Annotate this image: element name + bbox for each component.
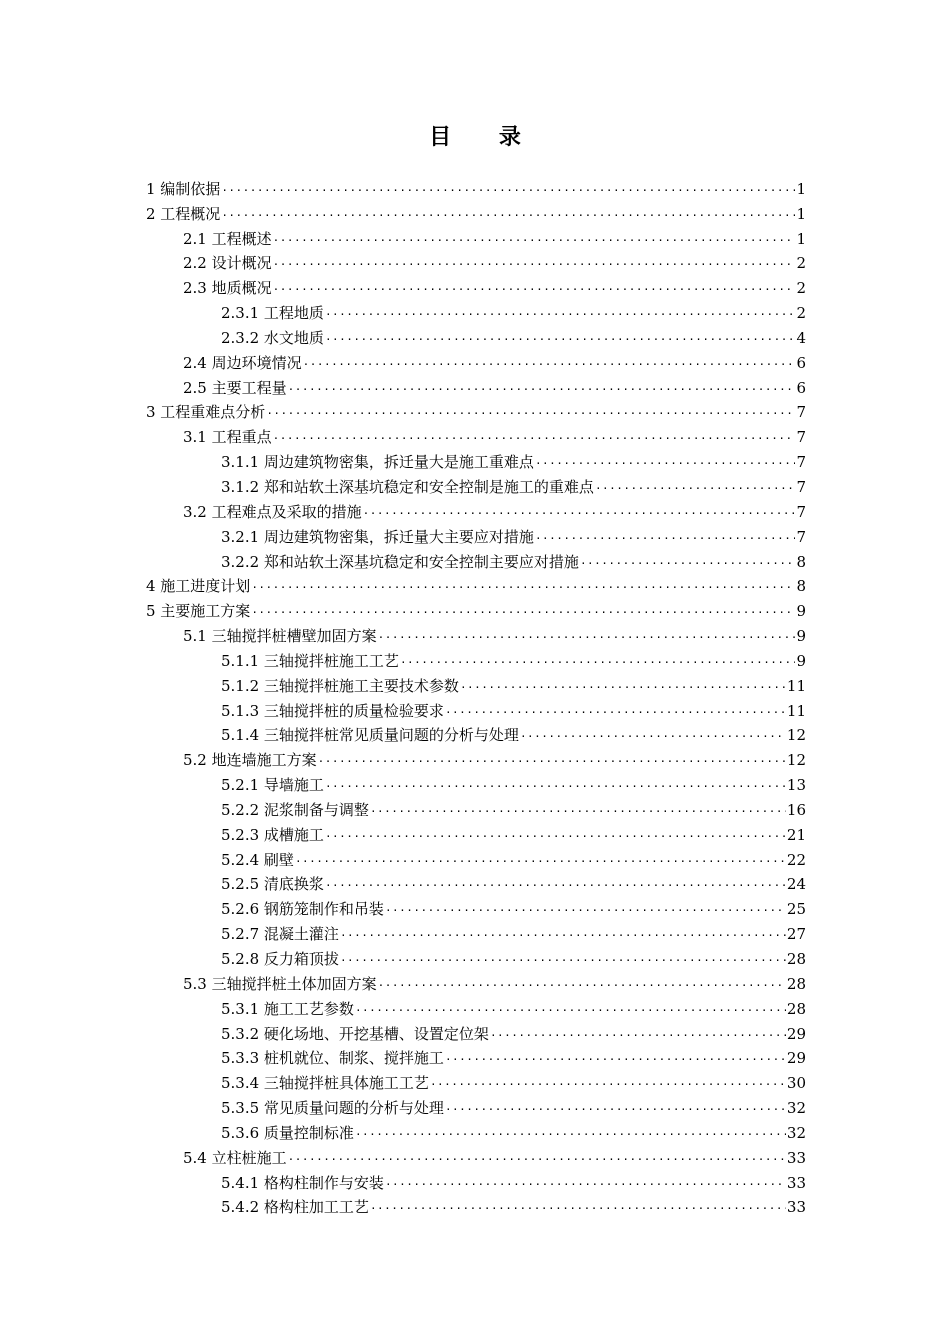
dot-leader xyxy=(251,577,795,593)
dot-leader xyxy=(378,627,796,643)
dot-leader xyxy=(303,354,796,370)
dot-leader xyxy=(340,925,786,941)
toc-page-number: 28 xyxy=(786,950,806,968)
toc-entry-text: 5.2.2 泥浆制备与调整 xyxy=(221,800,369,819)
toc-page-number: 29 xyxy=(786,1024,806,1043)
toc-entry[interactable] xyxy=(0,1193,806,1218)
toc-entry[interactable] xyxy=(0,845,806,870)
toc-entry-text: 2.5 主要工程量 xyxy=(183,378,287,397)
toc-entry-text: 5.4.2 格构柱加工工艺 xyxy=(221,1198,369,1217)
dot-leader xyxy=(221,205,795,221)
toc-page-number: 30 xyxy=(786,1074,806,1093)
toc-entry-text: 2.2 设计概况 xyxy=(183,254,272,273)
dot-leader xyxy=(266,403,795,419)
dot-leader xyxy=(490,1025,786,1041)
toc-entry[interactable] xyxy=(0,224,806,249)
dot-leader xyxy=(400,652,796,668)
toc-entry[interactable] xyxy=(0,596,806,621)
toc-entry-text: 2.3 地质概况 xyxy=(183,279,272,298)
toc-entry[interactable] xyxy=(0,447,806,472)
toc-entry-text: 5.1 三轴搅拌桩槽壁加固方案 xyxy=(183,627,377,646)
toc-page-number: 33 xyxy=(786,1148,806,1167)
toc-entry[interactable] xyxy=(0,894,806,919)
toc-page-number: 13 xyxy=(786,776,806,795)
toc-page-number: 21 xyxy=(786,825,806,844)
toc-page-number: 1 xyxy=(796,179,806,198)
toc-page-number: 8 xyxy=(796,552,806,571)
toc-page-number: 9 xyxy=(796,627,806,646)
dot-leader xyxy=(288,1149,786,1165)
toc-page-number: 7 xyxy=(796,477,806,496)
toc-entry[interactable] xyxy=(0,522,806,547)
toc-entry-text: 5.2.5 清底换浆 xyxy=(221,875,324,894)
dot-leader xyxy=(535,528,796,544)
toc-entry[interactable] xyxy=(0,547,806,572)
dot-leader xyxy=(318,751,786,767)
toc-entry-text: 3.2 工程难点及采取的措施 xyxy=(183,502,362,521)
toc-page-number: 9 xyxy=(796,602,806,621)
dot-leader xyxy=(385,900,786,916)
dot-leader xyxy=(355,1000,786,1016)
toc-entry[interactable] xyxy=(0,795,806,820)
toc-entry[interactable] xyxy=(0,323,806,348)
toc-page-number: 16 xyxy=(786,800,806,819)
toc-page-number: 8 xyxy=(796,577,806,596)
toc-page-number: 27 xyxy=(786,925,806,944)
toc-entry-text: 2.3.1 工程地质 xyxy=(221,304,324,323)
toc-page-number: 6 xyxy=(796,378,806,397)
dot-leader xyxy=(221,180,795,196)
toc-entry[interactable] xyxy=(0,721,806,746)
toc-page-number: 32 xyxy=(786,1123,806,1142)
toc-entry-text: 5.2.3 成槽施工 xyxy=(221,825,324,844)
toc-entry[interactable] xyxy=(0,174,806,199)
toc-entry-text: 3.2.1 周边建筑物密集，拆迁量大主要应对措施 xyxy=(221,527,534,546)
toc-entry[interactable] xyxy=(0,820,806,845)
dot-leader xyxy=(370,801,786,817)
toc-entry[interactable] xyxy=(0,348,806,373)
toc-entry[interactable] xyxy=(0,298,806,323)
dot-leader xyxy=(325,329,796,345)
dot-leader xyxy=(325,875,786,891)
toc-page-number: 28 xyxy=(786,974,806,993)
toc-page-number: 12 xyxy=(786,751,806,770)
toc-entry[interactable] xyxy=(0,1044,806,1069)
toc-page-number: 7 xyxy=(796,527,806,546)
toc-entry[interactable] xyxy=(0,422,806,447)
toc-entry[interactable] xyxy=(0,472,806,497)
toc-page-number: 2 xyxy=(796,254,806,273)
page-title: 目 录 xyxy=(429,124,541,150)
toc-entry-text: 2.1 工程概述 xyxy=(183,229,272,248)
dot-leader xyxy=(445,702,786,718)
toc-entry[interactable] xyxy=(0,199,806,224)
toc-page-number: 33 xyxy=(786,1198,806,1217)
dot-leader xyxy=(385,1174,786,1190)
toc-entry-text: 5.3.2 硬化场地、开挖基槽、设置定位架 xyxy=(221,1024,489,1043)
toc-entry-text: 5.3.1 施工工艺参数 xyxy=(221,999,354,1018)
toc-entry-text: 1 编制依据 xyxy=(146,179,221,198)
toc-entry[interactable] xyxy=(0,969,806,994)
dot-leader xyxy=(340,950,786,966)
toc-entry[interactable] xyxy=(0,696,806,721)
toc-entry-text: 3.1 工程重点 xyxy=(183,428,272,447)
toc-entry[interactable] xyxy=(0,373,806,398)
dot-leader xyxy=(460,677,786,693)
toc-page-number: 7 xyxy=(796,502,806,521)
toc-entry-text: 5.3.6 质量控制标准 xyxy=(221,1123,354,1142)
toc-entry[interactable] xyxy=(0,249,806,274)
dot-leader xyxy=(378,975,786,991)
toc-entry[interactable] xyxy=(0,621,806,646)
toc-entry-text: 2 工程概况 xyxy=(146,204,221,223)
toc-entry-text: 5 主要施工方案 xyxy=(146,602,251,621)
toc-page-number: 7 xyxy=(796,403,806,422)
table-of-contents xyxy=(0,174,950,1217)
toc-entry-text: 5.3.5 常见质量问题的分析与处理 xyxy=(221,1099,444,1118)
toc-entry-text: 5.3.3 桩机就位、制浆、搅拌施工 xyxy=(221,1049,444,1068)
toc-entry-text: 5.2.7 混凝土灌注 xyxy=(221,925,339,944)
dot-leader xyxy=(273,279,796,295)
toc-entry[interactable] xyxy=(0,1168,806,1193)
toc-page-number: 32 xyxy=(786,1099,806,1118)
toc-page-number: 1 xyxy=(796,229,806,248)
toc-entry-text: 5.3.4 三轴搅拌桩具体施工工艺 xyxy=(221,1074,429,1093)
toc-page-number: 33 xyxy=(786,1173,806,1192)
dot-leader xyxy=(325,304,796,320)
toc-page-number: 7 xyxy=(796,453,806,472)
toc-entry-text: 5.2.4 刷壁 xyxy=(221,850,294,869)
toc-entry[interactable] xyxy=(0,1068,806,1093)
dot-leader xyxy=(288,379,796,395)
toc-entry[interactable] xyxy=(0,944,806,969)
toc-entry-text: 5.3 三轴搅拌桩土体加固方案 xyxy=(183,974,377,993)
toc-page-number: 9 xyxy=(796,651,806,670)
toc-entry-text: 2.4 周边环境情况 xyxy=(183,353,302,372)
toc-entry[interactable] xyxy=(0,671,806,696)
toc-page-number: 11 xyxy=(786,676,806,695)
toc-page-number: 2 xyxy=(796,279,806,298)
toc-entry-text: 3.1.1 周边建筑物密集，拆迁量大是施工重难点 xyxy=(221,453,534,472)
toc-entry-text: 3 工程重难点分析 xyxy=(146,403,266,422)
toc-entry-text: 5.2.1 导墙施工 xyxy=(221,776,324,795)
toc-entry[interactable] xyxy=(0,770,806,795)
toc-entry-text: 2.3.2 水文地质 xyxy=(221,328,324,347)
toc-entry-text: 5.1.1 三轴搅拌桩施工工艺 xyxy=(221,651,399,670)
toc-page-number: 1 xyxy=(796,204,806,223)
toc-entry[interactable] xyxy=(0,994,806,1019)
toc-entry[interactable] xyxy=(0,1093,806,1118)
toc-entry[interactable] xyxy=(0,1143,806,1168)
toc-page-number: 11 xyxy=(786,701,806,720)
toc-entry-text: 3.1.2 郑和站软土深基坑稳定和安全控制是施工的重难点 xyxy=(221,477,594,496)
dot-leader xyxy=(273,254,796,270)
toc-page-number: 28 xyxy=(786,999,806,1018)
dot-leader xyxy=(445,1099,786,1115)
toc-page-number: 6 xyxy=(796,353,806,372)
dot-leader xyxy=(535,453,796,469)
dot-leader xyxy=(325,826,786,842)
toc-entry-text: 5.1.4 三轴搅拌桩常见质量问题的分析与处理 xyxy=(221,726,519,745)
toc-entry-text: 5.2.8 反力箱顶拔 xyxy=(221,950,339,968)
dot-leader xyxy=(273,428,796,444)
toc-page-number: 29 xyxy=(786,1049,806,1068)
toc-entry[interactable] xyxy=(0,1019,806,1044)
dot-leader xyxy=(430,1074,786,1090)
toc-entry-text: 4 施工进度计划 xyxy=(146,577,251,596)
dot-leader xyxy=(251,602,795,618)
dot-leader xyxy=(520,726,786,742)
toc-entry-text: 5.4 立柱桩施工 xyxy=(183,1148,287,1167)
toc-entry-text: 5.1.3 三轴搅拌桩的质量检验要求 xyxy=(221,701,444,720)
dot-leader xyxy=(595,478,796,494)
toc-page-number: 25 xyxy=(786,900,806,919)
toc-entry[interactable] xyxy=(0,919,806,944)
toc-entry[interactable] xyxy=(0,398,806,423)
dot-leader xyxy=(273,230,796,246)
toc-entry-text: 5.1.2 三轴搅拌桩施工主要技术参数 xyxy=(221,676,459,695)
toc-entry-text: 5.2 地连墙施工方案 xyxy=(183,751,317,770)
toc-entry[interactable] xyxy=(0,497,806,522)
toc-page-number: 12 xyxy=(786,726,806,745)
toc-entry-text: 3.2.2 郑和站软土深基坑稳定和安全控制主要应对措施 xyxy=(221,552,579,571)
toc-page-number: 2 xyxy=(796,304,806,323)
dot-leader xyxy=(370,1198,786,1214)
toc-entry[interactable] xyxy=(0,572,806,597)
toc-page-number: 24 xyxy=(786,875,806,894)
toc-entry-text: 5.4.1 格构柱制作与安装 xyxy=(221,1173,384,1192)
dot-leader xyxy=(580,553,796,569)
toc-entry[interactable] xyxy=(0,745,806,770)
toc-entry-text: 5.2.6 钢筋笼制作和吊装 xyxy=(221,900,384,919)
dot-leader xyxy=(355,1124,786,1140)
toc-entry[interactable] xyxy=(0,273,806,298)
dot-leader xyxy=(325,776,786,792)
toc-entry[interactable] xyxy=(0,1118,806,1143)
toc-page-number: 22 xyxy=(786,850,806,869)
dot-leader xyxy=(295,851,786,867)
toc-page-number: 4 xyxy=(796,328,806,347)
dot-leader xyxy=(445,1049,786,1065)
toc-entry[interactable] xyxy=(0,646,806,671)
toc-entry[interactable] xyxy=(0,870,806,895)
toc-page-number: 7 xyxy=(796,428,806,447)
dot-leader xyxy=(363,503,796,519)
